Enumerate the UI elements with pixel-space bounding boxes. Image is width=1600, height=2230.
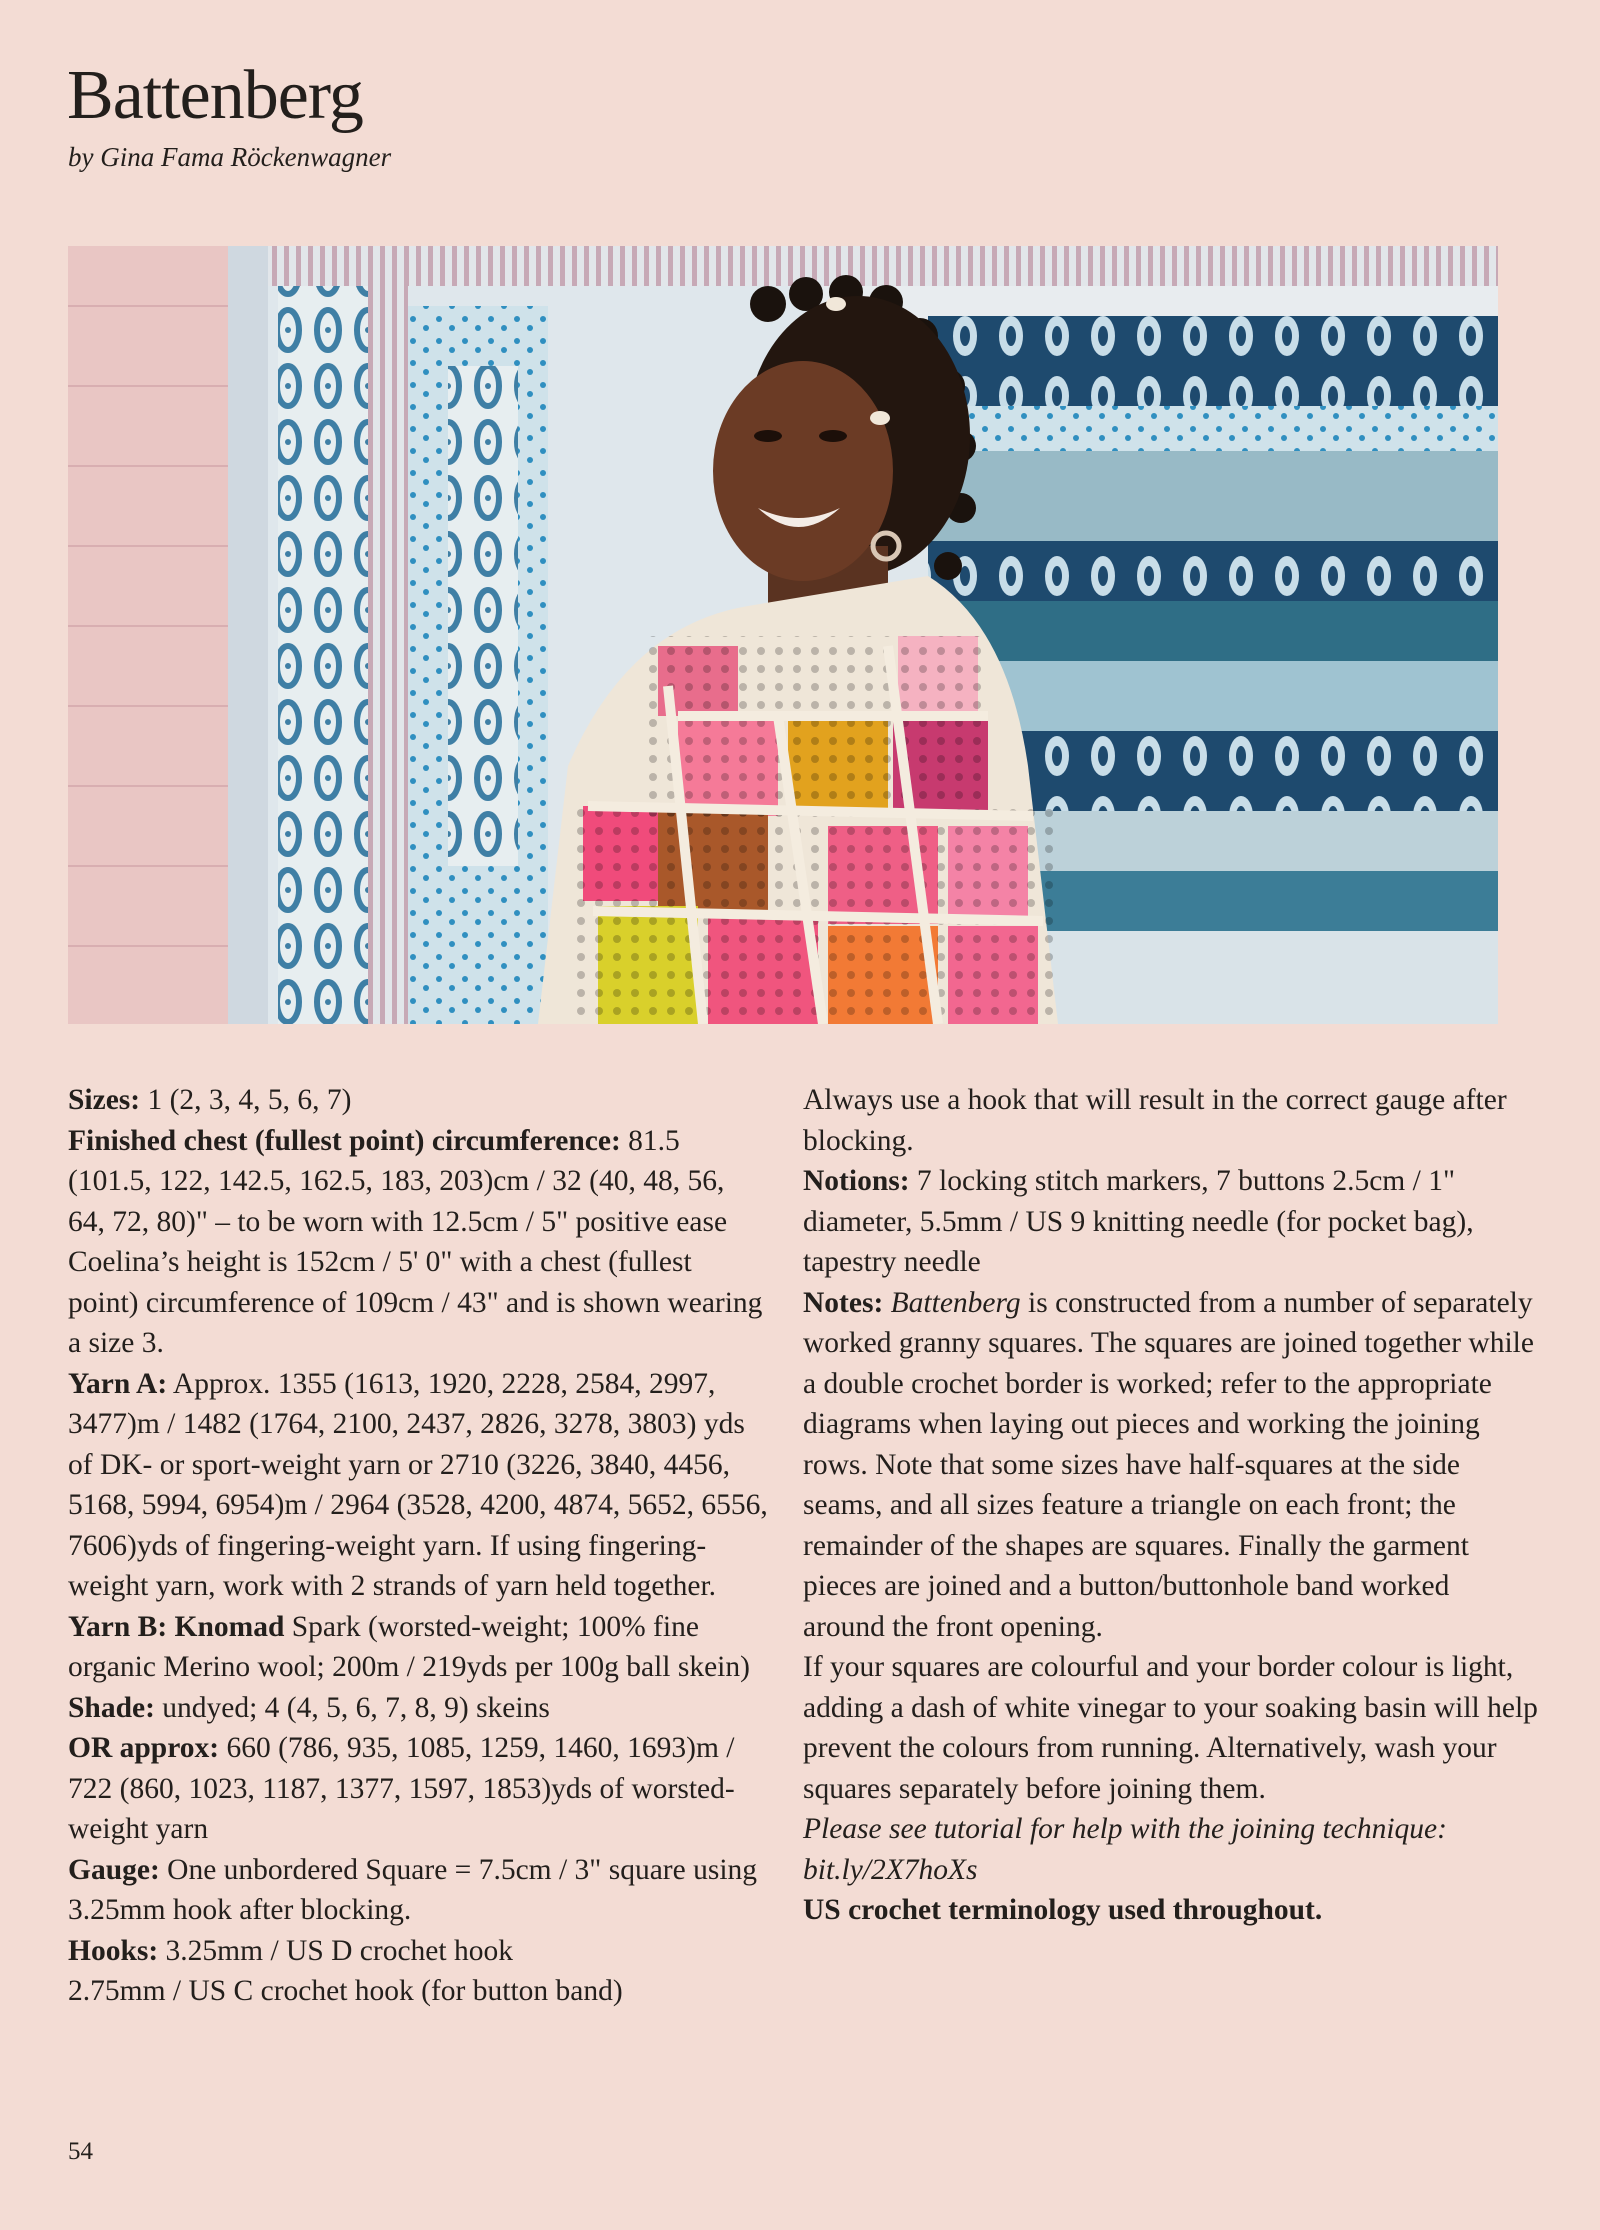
notes-line (803, 1283, 1538, 1648)
model-photo (68, 246, 1498, 1024)
sizes-line (68, 1080, 768, 1121)
designer-byline: by Gina Fama Röckenwagner (68, 142, 392, 172)
notes-title: Battenberg (883, 1286, 1021, 1319)
sizes-value: 1 (2, 3, 4, 5, 6, 7) (140, 1084, 352, 1116)
notions-line (803, 1161, 1538, 1283)
page-number: 54 (68, 2138, 93, 2165)
or-approx-label: OR approx: (68, 1732, 220, 1764)
terminology-note: US crochet terminology used throughout. (803, 1894, 1323, 1926)
yarn-b-line (68, 1607, 768, 1688)
hooks-line-2: 2.75mm / US C crochet hook (for button band) (68, 1975, 623, 2007)
hooks-label: Hooks: (68, 1934, 159, 1967)
notes-value: is constructed from a number of separately worked granny squares. The squares are joined together while a double crochet border is worked; refer to the appropriate diagrams when laying out pieces and working the joining rows. Note that some sizes have half-squares at the side seams, and all sizes feature a triangle on each front; the remainder of the shapes are squares. Finally the garment pieces are joined and a button/buttonhole band worked around the front opening. (803, 1286, 1534, 1643)
hook-note: Always use a hook that will result in the correct gauge after blocking. (803, 1084, 1507, 1157)
notes-label: Notes: (803, 1286, 884, 1319)
yarn-b-label: Yarn B: Knomad (68, 1610, 285, 1643)
gauge-value: One unbordered Square = 7.5cm / 3" square using 3.25mm hook after blocking. (68, 1853, 758, 1926)
chest-value: 81.5 (101.5, 122, 142.5, 162.5, 183, 203)cm / 32 (40, 48, 56, 64, 72, 80)" – to be worn with 12.5cm / 5" positive ease (68, 1124, 728, 1238)
vinegar-note: If your squares are colourful and your border colour is light, adding a dash of white vinegar to your soaking basin will help prevent the colours from running. Alternatively, wash your squares separately before joining them. (803, 1651, 1538, 1805)
chest-line (68, 1121, 768, 1243)
shade-line (68, 1688, 768, 1729)
notions-label: Notions: (803, 1165, 910, 1197)
sizes-label: Sizes: (68, 1084, 141, 1116)
notions-value: 7 locking stitch markers, 7 buttons 2.5cm / 1" diameter, 5.5mm / US 9 knitting needle (for pocket bag), tapestry needle (803, 1165, 1474, 1278)
yarn-a-line (68, 1364, 768, 1607)
or-approx-value: 660 (786, 935, 1085, 1259, 1460, 1693)m / 722 (860, 1023, 1187, 1377, 1597, 1853)yds of worsted-weight yarn (68, 1732, 735, 1845)
yarn-b-value: Spark (worsted-weight; 100% fine organic Merino wool; 200m / 219yds per 100g ball skein) (68, 1610, 750, 1683)
left-column (68, 1080, 768, 2012)
pattern-title: Battenberg (67, 57, 363, 134)
yarn-a-label: Yarn A: (68, 1367, 168, 1400)
yarn-a-value: Approx. 1355 (1613, 1920, 2228, 2584, 2997, 3477)m / 1482 (1764, 2100, 2437, 2826, 3278, 3803) yds of DK- or sport-weight yarn or 2710 (3226, 3840, 4456, 5168, 5994, 6954)m / 2964 (3528, 4200, 4874, 5652, 6556, 7606)yds of fingering-weight yarn. If using fingering-weight yarn, work with 2 strands of yarn held together. (68, 1367, 768, 1602)
tutorial-note: Please see tutorial for help with the joining technique: bit.ly/2X7hoXs (803, 1813, 1447, 1886)
shade-label: Shade: (68, 1691, 155, 1724)
model-note: Coelina’s height is 152cm / 5' 0" with a chest (fullest point) circumference of 109cm / 43" and is shown wearing a size 3. (68, 1246, 763, 1359)
right-column (803, 1080, 1538, 1931)
or-approx-line (68, 1728, 768, 1850)
gauge-line (68, 1850, 768, 1931)
hooks-value: 3.25mm / US D crochet hook (158, 1934, 513, 1967)
hooks-line (68, 1931, 768, 1972)
gauge-label: Gauge: (68, 1853, 160, 1886)
shade-value: undyed; 4 (4, 5, 6, 7, 8, 9) skeins (154, 1691, 550, 1724)
chest-label: Finished chest (fullest point) circumference: (68, 1124, 621, 1157)
